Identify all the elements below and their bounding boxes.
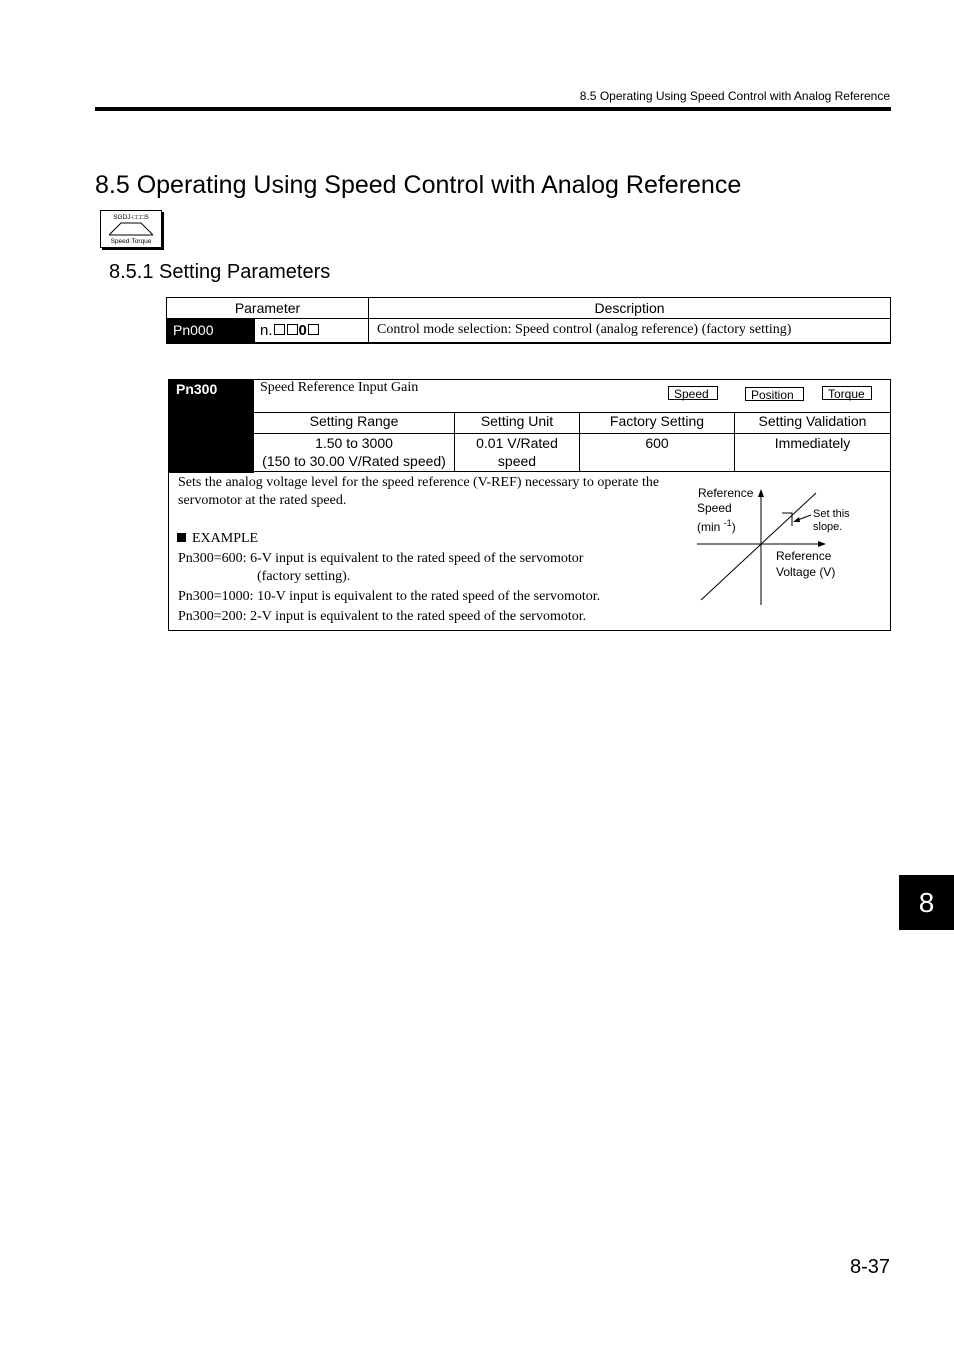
placeholder-box-icon: [287, 324, 298, 335]
running-header: 8.5 Operating Using Speed Control with Analog Reference: [579, 89, 890, 103]
pn000-value-digit: 0: [298, 321, 307, 339]
badge-model-text: SGDJ-□□□S: [113, 214, 149, 221]
subsection-title: 8.5.1 Setting Parameters: [109, 261, 331, 283]
pn000-description: Control mode selection: Speed control (analog reference) (factory setting): [369, 319, 891, 343]
tag-position: Position: [745, 387, 804, 401]
chapter-tab: 8: [899, 875, 954, 930]
header-rule: [95, 107, 891, 111]
tag-torque: Torque: [822, 386, 872, 400]
badge-mode-text: Speed·Torque: [110, 238, 152, 245]
setting-validation-value: Immediately: [735, 434, 891, 472]
example-heading: [178, 530, 678, 548]
setting-range-value: [254, 434, 455, 472]
example-line: Pn300=1000: 10-V input is equivalent to the rated speed of the servomotor.: [178, 589, 601, 604]
description-header: Description: [369, 298, 891, 319]
setting-range-header: Setting Range: [254, 413, 455, 434]
parameter-header: Parameter: [167, 298, 369, 319]
pn000-value: [255, 319, 369, 343]
x-axis-arrow-icon: [818, 541, 826, 547]
pn300-settings-table: [253, 412, 891, 472]
pn300-description: [178, 474, 678, 626]
y-axis-arrow-icon: [758, 489, 764, 497]
y-label-unit: (min: [697, 520, 721, 534]
model-badge: [100, 210, 162, 248]
tag-speed: Speed: [668, 386, 718, 400]
range-line-2: (150 to 30.00 V/Rated speed): [262, 453, 446, 469]
example-line: (factory setting).: [257, 569, 351, 584]
annotation-arrow-icon: [793, 517, 800, 522]
pn300-name: Speed Reference Input Gain: [260, 380, 419, 395]
example-line: Pn300=600: 6-V input is equivalent to the rated speed of the servomotor: [178, 551, 584, 566]
description-line: Sets the analog voltage level for the speed reference (V-REF) necessary to operate the: [178, 475, 660, 490]
setting-unit-value: [455, 434, 580, 472]
example-line: Pn300=200: 2-V input is equivalent to the rated speed of the servomotor.: [178, 609, 587, 624]
pn300-code: Pn300: [176, 381, 218, 397]
unit-line-1: 0.01 V/Rated: [476, 435, 558, 451]
description-line: servomotor at the rated speed.: [178, 493, 347, 508]
parameter-table: [166, 297, 891, 344]
annotation-line-1: Set this: [813, 508, 850, 520]
example-heading-text: EXAMPLE: [192, 531, 259, 546]
section-title: 8.5 Operating Using Speed Control with Analog Reference: [95, 171, 742, 199]
x-label-line-2: Voltage (V): [776, 565, 836, 579]
y-label-close: ): [731, 520, 736, 534]
trapezoid-icon: [109, 222, 153, 236]
y-label-line-3: [697, 516, 736, 535]
setting-unit-header: Setting Unit: [455, 413, 580, 434]
y-label-line-2: Speed: [697, 501, 732, 515]
range-line-1: 1.50 to 3000: [315, 435, 393, 451]
pn000-code: Pn000: [167, 319, 255, 343]
pn000-value-prefix: n.: [260, 321, 273, 339]
y-label-line-1: Reference: [698, 486, 754, 500]
unit-line-2: speed: [497, 453, 537, 469]
square-bullet-icon: [177, 533, 186, 542]
placeholder-box-icon: [274, 324, 285, 335]
page-number: 8-37: [849, 1256, 890, 1278]
annotation-line-2: slope.: [813, 521, 843, 533]
x-label-line-1: Reference: [776, 549, 832, 563]
factory-setting-value: 600: [580, 434, 735, 472]
y-label-exponent: -1: [723, 518, 732, 528]
setting-validation-header: Setting Validation: [735, 413, 891, 434]
placeholder-box-icon: [308, 324, 319, 335]
factory-setting-header: Factory Setting: [580, 413, 735, 434]
